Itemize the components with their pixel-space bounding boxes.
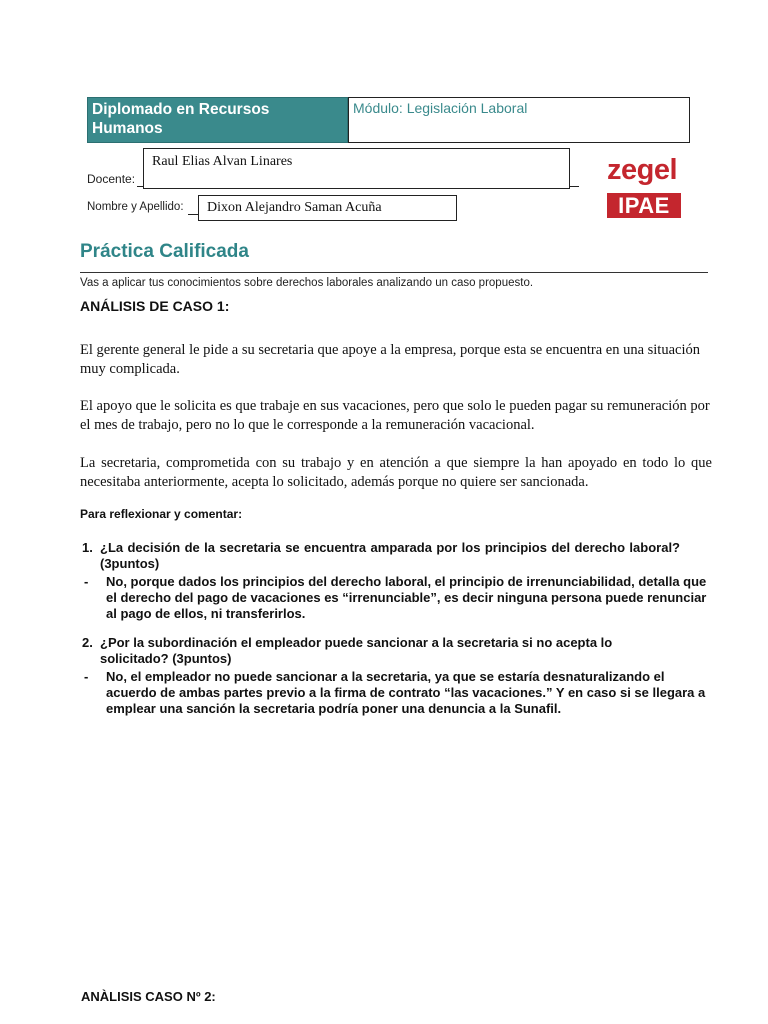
- case1-paragraph: El apoyo que le solicita es que trabaje en sus vacaciones, pero que solo le pueden pagar su remuneración por el mes de trabajo, pero no lo que le corresponde a la remuneración vacacional.: [80, 398, 710, 433]
- zegel-logo: zegel: [607, 154, 678, 186]
- answer-text: No, porque dados los principios del derecho laboral, el principio de irrenunciabilidad, detalla que el derecho del pago de vacaciones es “irrenunciable”, es decir ninguna persona puede renunciar al pago de ellos, ni transferirlos.: [106, 574, 707, 621]
- case1-paragraph: El gerente general le pide a su secretaria que apoye a la empresa, porque esta se encuentra en una situación muy complicada.: [80, 342, 700, 377]
- case2-heading: ANÀLISIS CASO Nº 2:: [81, 989, 216, 1004]
- module-title-cell: Módulo: Legislación Laboral: [348, 97, 690, 143]
- practica-title: Práctica Calificada: [80, 241, 249, 262]
- docente-field[interactable]: Raul Elias Alvan Linares: [143, 148, 570, 189]
- program-title-cell: Diplomado en Recursos Humanos: [87, 97, 348, 143]
- question-text: ¿Por la subordinación el empleador puede sancionar a la secretaria si no acepta lo solicitado? (3puntos): [100, 635, 613, 666]
- case1-paragraph: La secretaria, comprometida con su trabajo y en atención a que siempre la han apoyado en todo lo que necesitaba anteriormente, acepta lo solicitado, además porque no quiere ser sancionada.: [80, 455, 712, 490]
- student-name-label: Nombre y Apellido:: [87, 201, 184, 213]
- reflect-label: Para reflexionar y comentar:: [80, 507, 243, 521]
- answer-text: No, el empleador no puede sancionar a la secretaria, ya que se estaría desnaturalizando el acuerdo de ambas partes previo a la firma de contrato “las vacaciones.” Y en caso si se llegara a emplear una sanción la secretaria podría poner una denuncia a la Sunafil.: [106, 669, 706, 716]
- question-number: 1.: [82, 540, 93, 555]
- answer-bullet: -: [84, 669, 89, 684]
- student-name-field[interactable]: Dixon Alejandro Saman Acuña: [198, 195, 457, 221]
- question-number: 2.: [82, 635, 93, 650]
- ipae-logo: IPAE: [607, 193, 681, 218]
- case1-heading: ANÁLISIS DE CASO 1:: [80, 298, 230, 314]
- title-divider: [80, 272, 708, 273]
- answer-bullet: -: [84, 574, 89, 589]
- question-text: ¿La decisión de la secretaria se encuentra amparada por los principios del derecho laboral? (3puntos): [100, 540, 680, 571]
- docente-label: Docente:: [87, 172, 136, 186]
- practica-subtitle: Vas a aplicar tus conocimientos sobre derechos laborales analizando un caso propuesto.: [80, 277, 534, 289]
